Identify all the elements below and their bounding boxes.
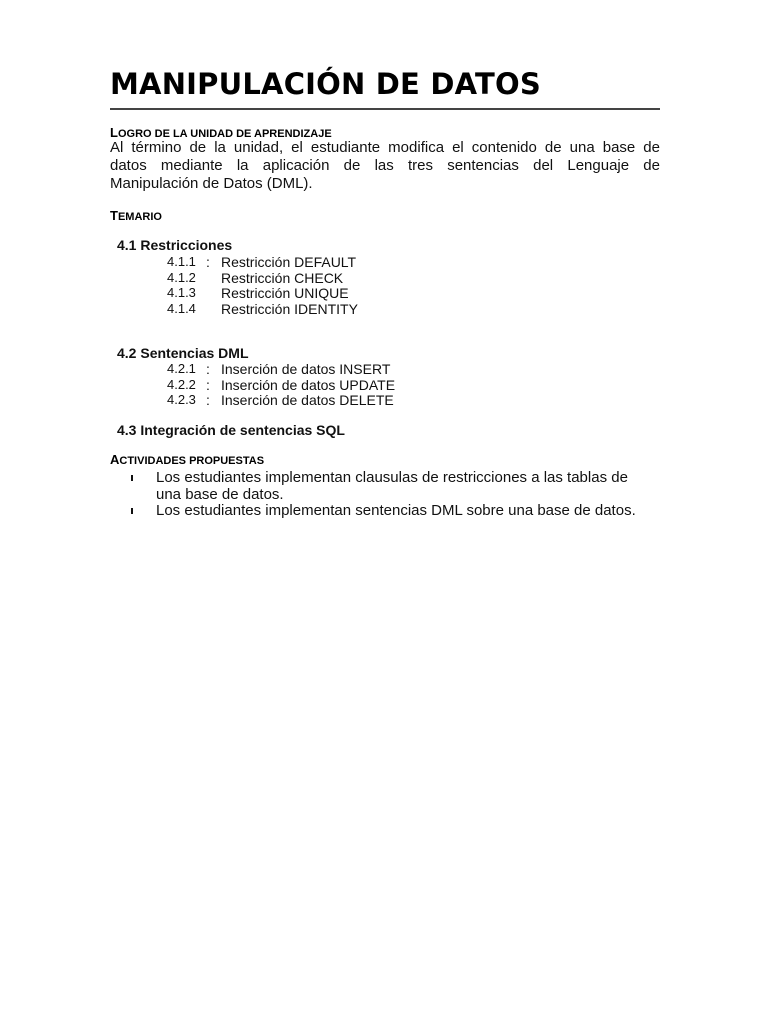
actividades-heading-rest: CTIVIDADES PROPUESTAS (119, 455, 265, 467)
actividades-heading (110, 452, 264, 467)
logro-heading-rest: OGRO DE LA UNIDAD DE APRENDIZAJE (117, 128, 332, 140)
activity-line: Los estudiantes implementan clausulas de restricciones a las tablas de (156, 469, 628, 486)
logro-paragraph (110, 139, 660, 193)
subsection-label: Restricción IDENTITY (221, 301, 358, 317)
subsection-number: 4.2.2 (167, 377, 196, 392)
logro-line-2: datos mediante la aplicación de las tres sentencias del Lenguaje de (110, 157, 660, 174)
logro-line-3: Manipulación de Datos (DML). (110, 175, 313, 192)
temario-heading-rest: EMARIO (117, 211, 162, 223)
title-underline (110, 108, 660, 110)
subsection-number: 4.2.3 (167, 392, 196, 407)
subsection-label: Inserción de datos DELETE (221, 392, 394, 408)
bullet-icon (131, 475, 133, 481)
subsection-label: Restricción CHECK (221, 270, 344, 286)
activity-line: una base de datos. (156, 486, 284, 503)
temario-heading (110, 208, 162, 223)
subsection-number: 4.1.2 (167, 270, 196, 285)
bullet-icon (131, 508, 133, 514)
subsection-label: Restricción UNIQUE (221, 285, 349, 301)
section-4-1-title: 4.1 Restricciones (117, 237, 233, 253)
subsection-colon: : (206, 361, 210, 377)
subsection-label: Inserción de datos UPDATE (221, 377, 396, 393)
actividades-heading-cap: A (110, 452, 120, 467)
page-title: MANIPULACIÓN DE DATOS (110, 67, 541, 101)
subsection-colon: : (206, 377, 210, 393)
logro-heading (110, 125, 332, 140)
temario-heading-cap: T (110, 208, 118, 223)
logro-heading-cap: L (110, 125, 118, 140)
subsection-label: Restricción DEFAULT (221, 254, 357, 270)
subsection-number: 4.1.1 (167, 254, 196, 269)
activity-line: Los estudiantes implementan sentencias DML sobre una base de datos. (156, 502, 636, 519)
subsection-colon: : (206, 392, 210, 408)
subsection-number: 4.1.3 (167, 285, 196, 300)
section-4-2-title: 4.2 Sentencias DML (117, 345, 249, 361)
logro-line-1: Al término de la unidad, el estudiante modifica el contenido de una base de (110, 139, 660, 156)
section-4-3-title: 4.3 Integración de sentencias SQL (117, 422, 345, 438)
subsection-number: 4.2.1 (167, 361, 196, 376)
subsection-colon: : (206, 254, 210, 270)
subsection-number: 4.1.4 (167, 301, 196, 316)
subsection-label: Inserción de datos INSERT (221, 361, 391, 377)
